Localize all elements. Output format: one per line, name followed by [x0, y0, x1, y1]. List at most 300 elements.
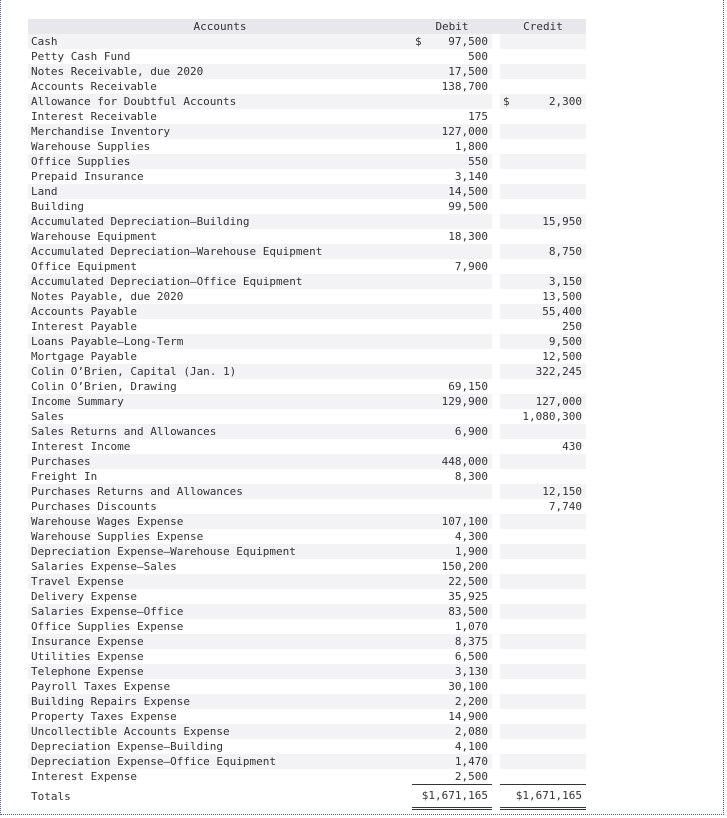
account-name: Accumulated Depreciation—Office Equipment	[28, 274, 412, 289]
credit-cell	[500, 304, 586, 319]
credit-value: 250	[562, 320, 582, 333]
column-gap	[492, 469, 500, 484]
table-row	[28, 754, 586, 769]
credit-cell	[500, 469, 586, 484]
credit-cell	[500, 604, 586, 619]
header-gap	[492, 19, 500, 34]
debit-cell	[412, 589, 492, 604]
debit-value: 99,500	[448, 200, 488, 213]
debit-value: 6,900	[454, 425, 488, 438]
debit-value: 2,080	[454, 725, 488, 738]
column-gap	[492, 49, 500, 64]
account-name: Loans Payable—Long-Term	[28, 334, 412, 349]
table-row	[28, 79, 586, 94]
table-row	[28, 724, 586, 739]
debit-cell	[412, 379, 492, 394]
account-name: Warehouse Equipment	[31, 230, 157, 243]
table-row	[28, 709, 586, 724]
column-gap	[492, 754, 500, 769]
credit-cell	[500, 334, 586, 349]
column-gap	[492, 739, 500, 754]
account-name: Office Equipment	[31, 260, 137, 273]
debit-value: 7,900	[454, 260, 488, 273]
debit-value: 35,925	[448, 590, 488, 603]
column-gap	[492, 514, 500, 529]
account-name: Sales Returns and Allowances	[28, 424, 412, 439]
debit-cell	[412, 769, 492, 785]
debit-cell	[412, 649, 492, 664]
debit-value: 22,500	[448, 575, 488, 588]
credit-cell	[500, 124, 586, 139]
table-row	[28, 634, 586, 649]
debit-cell	[412, 619, 492, 634]
debit-value: 1,470	[454, 755, 488, 768]
credit-value: 127,000	[535, 395, 582, 408]
column-gap	[492, 214, 500, 229]
account-name: Freight In	[31, 470, 98, 483]
debit-cell	[412, 169, 492, 184]
column-gap	[492, 559, 500, 574]
table-row	[28, 619, 586, 634]
credit-cell	[500, 529, 586, 544]
table-row	[28, 499, 586, 514]
credit-cell	[500, 49, 586, 64]
column-gap	[492, 694, 500, 709]
account-name: Colin O’Brien, Drawing	[31, 380, 177, 393]
column-gap	[492, 64, 500, 79]
debit-value: 129,900	[441, 395, 488, 408]
debit-value: 1,900	[454, 545, 488, 558]
account-name: Travel Expense	[28, 574, 412, 589]
column-gap	[492, 649, 500, 664]
credit-cell	[500, 439, 586, 454]
debit-cell	[412, 664, 492, 679]
table-row	[28, 589, 586, 604]
column-gap	[492, 499, 500, 514]
account-name: Allowance for Doubtful Accounts	[28, 94, 412, 109]
credit-cell	[500, 559, 586, 574]
account-name: Accounts Receivable	[31, 80, 157, 93]
credit-value: 8,750	[548, 245, 582, 258]
table-row	[28, 64, 586, 79]
account-name: Warehouse Wages Expense	[28, 514, 412, 529]
debit-cell	[412, 529, 492, 544]
table-row	[28, 244, 586, 259]
table-row	[28, 394, 586, 409]
debit-cell	[412, 34, 492, 49]
debit-value: 97,500	[448, 35, 488, 48]
column-gap	[492, 634, 500, 649]
table-row	[28, 694, 586, 709]
column-gap	[492, 244, 500, 259]
debit-value: 1,800	[454, 140, 488, 153]
currency-symbol: $	[415, 35, 422, 48]
credit-cell	[500, 349, 586, 364]
table-row	[28, 424, 586, 439]
table-row	[28, 259, 586, 274]
table-row	[28, 184, 586, 199]
credit-cell	[500, 649, 586, 664]
totals-row	[28, 785, 586, 809]
credit-cell	[500, 769, 586, 785]
credit-cell	[500, 499, 586, 514]
table-row	[28, 229, 586, 244]
account-name: Interest Receivable	[31, 110, 157, 123]
debit-value: 4,300	[454, 530, 488, 543]
credit-cell	[500, 619, 586, 634]
account-name: Warehouse Supplies Expense	[31, 530, 204, 543]
account-name: Office Supplies	[28, 154, 412, 169]
column-gap	[492, 664, 500, 679]
table-row	[28, 214, 586, 229]
table-body	[28, 34, 586, 809]
table-row	[28, 289, 586, 304]
account-name: Purchases Returns and Allowances	[28, 484, 412, 499]
debit-cell	[412, 724, 492, 739]
debit-value: 2,200	[454, 695, 488, 708]
credit-cell	[500, 664, 586, 679]
account-name: Interest Payable	[31, 320, 137, 333]
credit-cell	[500, 64, 586, 79]
credit-cell	[500, 739, 586, 754]
table-row	[28, 154, 586, 169]
column-gap	[492, 169, 500, 184]
column-gap	[492, 139, 500, 154]
table-row	[28, 559, 586, 574]
credit-cell	[500, 679, 586, 694]
column-gap	[492, 589, 500, 604]
account-name: Colin O’Brien, Capital (Jan. 1)	[28, 364, 412, 379]
credit-cell	[500, 94, 586, 109]
column-gap	[492, 379, 500, 394]
debit-value: 138,700	[441, 80, 488, 93]
credit-value: 9,500	[548, 335, 582, 348]
credit-cell	[500, 409, 586, 424]
credit-cell	[500, 514, 586, 529]
credit-cell	[500, 709, 586, 724]
column-gap	[492, 34, 500, 49]
account-name: Purchases Discounts	[31, 500, 157, 513]
column-gap	[492, 319, 500, 334]
table-row	[28, 304, 586, 319]
credit-value: 15,950	[542, 215, 582, 228]
table-row	[28, 409, 586, 424]
column-gap	[492, 529, 500, 544]
debit-value: 30,100	[448, 680, 488, 693]
debit-value: 4,100	[454, 740, 488, 753]
table-row	[28, 769, 586, 785]
debit-cell	[412, 259, 492, 274]
debit-cell	[412, 499, 492, 514]
account-name: Insurance Expense	[28, 634, 412, 649]
credit-cell	[500, 34, 586, 49]
header-debit: Debit	[412, 19, 492, 34]
column-gap	[492, 184, 500, 199]
account-name: Building Repairs Expense	[28, 694, 412, 709]
debit-cell	[412, 469, 492, 484]
header-accounts: Accounts	[28, 19, 412, 34]
column-gap	[492, 424, 500, 439]
debit-cell	[412, 424, 492, 439]
column-gap	[492, 364, 500, 379]
account-name: Land	[28, 184, 412, 199]
debit-value: 6,500	[454, 650, 488, 663]
table-row	[28, 94, 586, 109]
credit-value: 430	[562, 440, 582, 453]
credit-cell	[500, 199, 586, 214]
debit-value: 18,300	[448, 230, 488, 243]
credit-cell	[500, 79, 586, 94]
totals-debit: $1,671,165	[412, 785, 492, 809]
column-gap	[492, 334, 500, 349]
account-name: Salaries Expense—Sales	[31, 560, 177, 573]
credit-cell	[500, 184, 586, 199]
column-gap	[492, 785, 500, 809]
table-row	[28, 739, 586, 754]
column-gap	[492, 454, 500, 469]
credit-cell	[500, 274, 586, 289]
credit-cell	[500, 319, 586, 334]
column-gap	[492, 439, 500, 454]
account-name: Accumulated Depreciation—Building	[28, 214, 412, 229]
trial-balance-table	[28, 19, 586, 810]
credit-cell	[500, 154, 586, 169]
account-name: Merchandise Inventory	[28, 124, 412, 139]
debit-value: 2,500	[454, 770, 488, 783]
credit-value: 1,080,300	[522, 410, 582, 423]
table-row	[28, 349, 586, 364]
debit-cell	[412, 154, 492, 169]
debit-value: 3,140	[454, 170, 488, 183]
credit-cell	[500, 394, 586, 409]
column-gap	[492, 394, 500, 409]
credit-cell	[500, 259, 586, 274]
debit-value: 69,150	[448, 380, 488, 393]
table-row	[28, 49, 586, 64]
debit-cell	[412, 394, 492, 409]
debit-cell	[412, 349, 492, 364]
column-gap	[492, 709, 500, 724]
debit-value: 83,500	[448, 605, 488, 618]
account-name: Office Supplies Expense	[31, 620, 184, 633]
account-name: Interest Expense	[31, 770, 137, 784]
column-gap	[492, 124, 500, 139]
credit-value: 13,500	[542, 290, 582, 303]
debit-cell	[412, 439, 492, 454]
debit-cell	[412, 124, 492, 139]
debit-cell	[412, 739, 492, 754]
column-gap	[492, 604, 500, 619]
column-gap	[492, 619, 500, 634]
table-row	[28, 34, 586, 49]
currency-symbol: $	[503, 95, 510, 108]
credit-cell	[500, 289, 586, 304]
table-row	[28, 364, 586, 379]
table-row	[28, 529, 586, 544]
account-name: Delivery Expense	[31, 590, 137, 603]
column-gap	[492, 574, 500, 589]
column-gap	[492, 484, 500, 499]
table-row	[28, 679, 586, 694]
credit-value: 12,500	[542, 350, 582, 363]
debit-cell	[412, 694, 492, 709]
credit-cell	[500, 634, 586, 649]
debit-cell	[412, 94, 492, 109]
credit-cell	[500, 214, 586, 229]
debit-value: 17,500	[448, 65, 488, 78]
debit-cell	[412, 544, 492, 559]
debit-value: 3,130	[454, 665, 488, 678]
account-name: Salaries Expense—Office	[28, 604, 412, 619]
debit-cell	[412, 139, 492, 154]
debit-value: 175	[468, 110, 488, 123]
table-row	[28, 544, 586, 559]
credit-cell	[500, 109, 586, 124]
totals-credit: $1,671,165	[500, 785, 586, 809]
table-row	[28, 319, 586, 334]
account-name: Petty Cash Fund	[31, 50, 131, 63]
table-row	[28, 199, 586, 214]
debit-cell	[412, 79, 492, 94]
account-name: Accounts Payable	[28, 304, 412, 319]
column-gap	[492, 79, 500, 94]
column-gap	[492, 109, 500, 124]
table-row	[28, 109, 586, 124]
debit-cell	[412, 364, 492, 379]
debit-cell	[412, 634, 492, 649]
account-name: Depreciation Expense—Building	[31, 740, 224, 753]
credit-cell	[500, 724, 586, 739]
table-row	[28, 454, 586, 469]
debit-cell	[412, 244, 492, 259]
credit-cell	[500, 454, 586, 469]
table-row	[28, 574, 586, 589]
table-row	[28, 274, 586, 289]
account-name: Depreciation Expense—Office Equipment	[28, 754, 412, 769]
column-gap	[492, 259, 500, 274]
account-name: Uncollectible Accounts Expense	[28, 724, 412, 739]
debit-cell	[412, 319, 492, 334]
table-row	[28, 514, 586, 529]
account-name: Interest Income	[31, 440, 131, 453]
table-row	[28, 604, 586, 619]
credit-cell	[500, 754, 586, 769]
table-row	[28, 649, 586, 664]
credit-cell	[500, 574, 586, 589]
debit-cell	[412, 409, 492, 424]
debit-cell	[412, 454, 492, 469]
totals-label: Totals	[31, 789, 71, 803]
debit-cell	[412, 334, 492, 349]
table-row	[28, 124, 586, 139]
header-credit: Credit	[500, 19, 586, 34]
debit-cell	[412, 709, 492, 724]
account-name: Depreciation Expense—Warehouse Equipment	[28, 544, 412, 559]
debit-value: 14,900	[448, 710, 488, 723]
credit-cell	[500, 694, 586, 709]
account-name: Prepaid Insurance	[31, 170, 144, 183]
credit-cell	[500, 169, 586, 184]
table-header-row	[28, 19, 586, 34]
debit-cell	[412, 289, 492, 304]
debit-value: 1,070	[454, 620, 488, 633]
debit-value: 448,000	[441, 455, 488, 468]
debit-cell	[412, 109, 492, 124]
column-gap	[492, 349, 500, 364]
credit-value: 55,400	[542, 305, 582, 318]
column-gap	[492, 94, 500, 109]
table-row	[28, 439, 586, 454]
debit-cell	[412, 679, 492, 694]
account-name: Notes Payable, due 2020	[31, 290, 184, 303]
account-name: Telephone Expense	[28, 664, 412, 679]
debit-cell	[412, 64, 492, 79]
debit-cell	[412, 49, 492, 64]
debit-cell	[412, 484, 492, 499]
credit-cell	[500, 244, 586, 259]
debit-value: 150,200	[441, 560, 488, 573]
debit-value: 550	[468, 155, 488, 168]
account-name: Purchases	[28, 454, 412, 469]
debit-cell	[412, 514, 492, 529]
credit-cell	[500, 484, 586, 499]
column-gap	[492, 154, 500, 169]
column-gap	[492, 724, 500, 739]
credit-value: 3,150	[548, 275, 582, 288]
account-name: Sales	[31, 410, 65, 423]
debit-value: 107,100	[441, 515, 488, 528]
column-gap	[492, 679, 500, 694]
credit-value: 12,150	[542, 485, 582, 498]
debit-cell	[412, 229, 492, 244]
account-name: Property Taxes Expense	[31, 710, 177, 723]
credit-cell	[500, 229, 586, 244]
debit-value: 127,000	[441, 125, 488, 138]
credit-cell	[500, 424, 586, 439]
column-gap	[492, 274, 500, 289]
column-gap	[492, 199, 500, 214]
table-row	[28, 664, 586, 679]
account-name: Notes Receivable, due 2020	[28, 64, 412, 79]
debit-cell	[412, 559, 492, 574]
debit-value: 8,300	[454, 470, 488, 483]
table-row	[28, 469, 586, 484]
account-name: Utilities Expense	[31, 650, 144, 663]
credit-cell	[500, 379, 586, 394]
credit-cell	[500, 589, 586, 604]
column-gap	[492, 229, 500, 244]
debit-cell	[412, 214, 492, 229]
column-gap	[492, 409, 500, 424]
table-row	[28, 139, 586, 154]
account-name: Income Summary	[28, 394, 412, 409]
debit-cell	[412, 604, 492, 619]
debit-cell	[412, 184, 492, 199]
debit-cell	[412, 754, 492, 769]
account-name: Cash	[28, 34, 412, 49]
table-row	[28, 334, 586, 349]
table-row	[28, 379, 586, 394]
account-name: Payroll Taxes Expense	[31, 680, 171, 693]
credit-cell	[500, 544, 586, 559]
column-gap	[492, 304, 500, 319]
credit-value: 7,740	[548, 500, 582, 513]
table-row	[28, 169, 586, 184]
debit-cell	[412, 304, 492, 319]
account-name: Accumulated Depreciation—Warehouse Equipment	[28, 244, 412, 259]
column-gap	[492, 544, 500, 559]
debit-value: 8,375	[454, 635, 488, 648]
